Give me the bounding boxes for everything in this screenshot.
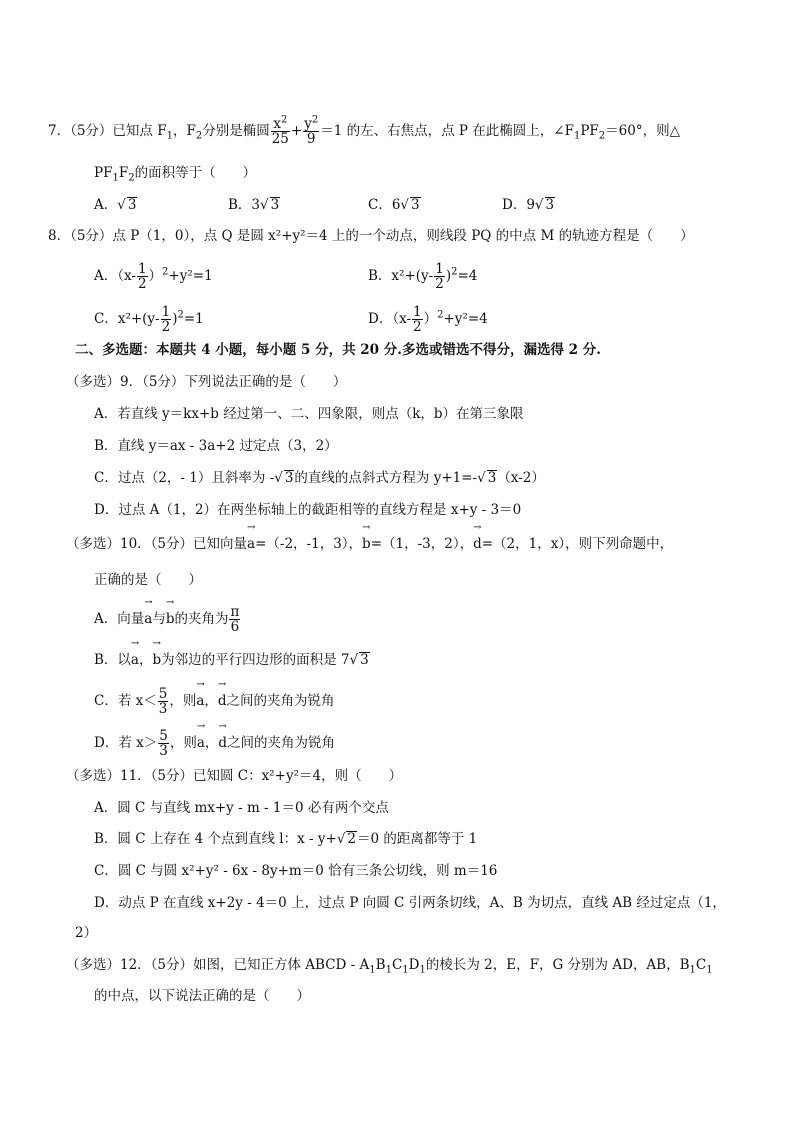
q11-option-a: A．圆 C 与直线 mx+y - m - 1＝0 必有两个交点 [94,800,389,816]
q8-option-d: D．（x- $\frac{1}{2}$ ）$^2$+y²=4 [368,304,488,335]
q7-option-c: C．6√ 3 [368,195,421,215]
q7-option-a: A．√ 3 [94,195,137,215]
q7-option-b: B．3√ 3 [228,195,280,215]
q7-option-d: D．9√ 3 [502,195,555,215]
fraction-x2-25: $\frac{x^2}{25}$ [271,114,289,147]
q9-option-c: C．过点（2，- 1）且斜率为 -√ 3的直线的点斜式方程为 y+1=-√ 3（x-2） [94,468,545,488]
q10-option-b: B．以→ a，→ b为邻边的平行四边形的面积是 7√ 3 [94,650,370,670]
q7-stem-line1: 7．（5分）已知点 $F_1$，$F_2$分别是椭圆 $\frac{x^2}{25}$ + $\frac{y^2}{9}$ ＝1 的左、右焦点，点 P 在此椭圆上，$\angle F_1PF_2=60^\circ$，则△ [48,114,680,147]
q10-option-a: A．向量→ a与→ b的夹角为 $\frac{\pi}{6}$ [94,605,241,634]
q10-stem-line2: 正确的是（ ） [94,572,202,588]
q8-option-c: C．x²+(y- $\frac{1}{2}$ )$^2$=1 [94,304,204,335]
q9-option-a: A．若直线 y＝kx+b 经过第一、二、四象限，则点（k，b）在第三象限 [94,406,524,422]
q7-stem-line2: $PF_1F_2$的面积等于（ ） [94,165,257,184]
q11-option-d: D．动点 P 在直线 x+2y - 4＝0 上，过点 P 向圆 C 引两条切线，A、B 为切点，直线 AB 经过定点（1， [94,895,726,911]
q8-option-a: A．（x- $\frac{1}{2}$ ）$^2$+y²=1 [94,261,213,292]
q11-option-c: C．圆 C 与圆 x²+y² - 6x - 8y+m＝0 恰有三条公切线，则 m＝16 [94,863,498,879]
q10-stem-line1: （多选）10．（5分）已知向量→ a=（-2，-1，3），→ b=（1，-3，2），→ d=（2，1，x），则下列命题中， [66,534,673,554]
q11-option-b: B．圆 C 上存在 4 个点到直线 l：x - y+√ 2＝0 的距离都等于 1 [94,829,477,849]
q10-option-d: D．若 x＞ $\frac{5}{3}$ ，则→ a，→ d之间的夹角为锐角 [94,729,335,758]
q12-stem-line2: 的中点，以下说法正确的是（ ） [94,988,310,1004]
q12-stem-line1: （多选）12．（5分）如图，已知正方体 ABCD - $A_1B_1C_1D_1$的棱长为 2，E，F，G 分别为 AD，AB，$B_1C_1$ [66,957,713,976]
q11-stem: （多选）11．（5分）已知圆 C：x²+y²＝4，则（ ） [66,768,403,784]
q8-option-b: B．x²+(y- $\frac{1}{2}$ )$^2$=4 [368,261,478,292]
q9-stem: （多选）9．（5分）下列说法正确的是（ ） [66,374,347,390]
q10-option-c: C．若 x＜ $\frac{5}{3}$ ，则→ a，→ d之间的夹角为锐角 [94,687,335,716]
q11-option-d-cont: 2） [75,925,98,941]
q8-stem: 8．（5分）点 P（1，0），点 Q 是圆 x²+y²＝4 上的一个动点，则线段 PQ 的中点 M 的轨迹方程是（ ） [48,228,694,244]
section-heading-multi-choice: 二、多选题：本题共 4 小题，每小题 5 分，共 20 分.多选或错选不得分，漏选得 2 分. [75,342,601,358]
fraction-y2-9: $\frac{y^2}{9}$ [304,114,319,147]
q9-option-d: D．过点 A（1，2）在两坐标轴上的截距相等的直线方程是 x+y - 3＝0 [94,502,522,518]
q9-option-b: B．直线 y＝ax - 3a+2 过定点（3，2） [94,438,338,454]
